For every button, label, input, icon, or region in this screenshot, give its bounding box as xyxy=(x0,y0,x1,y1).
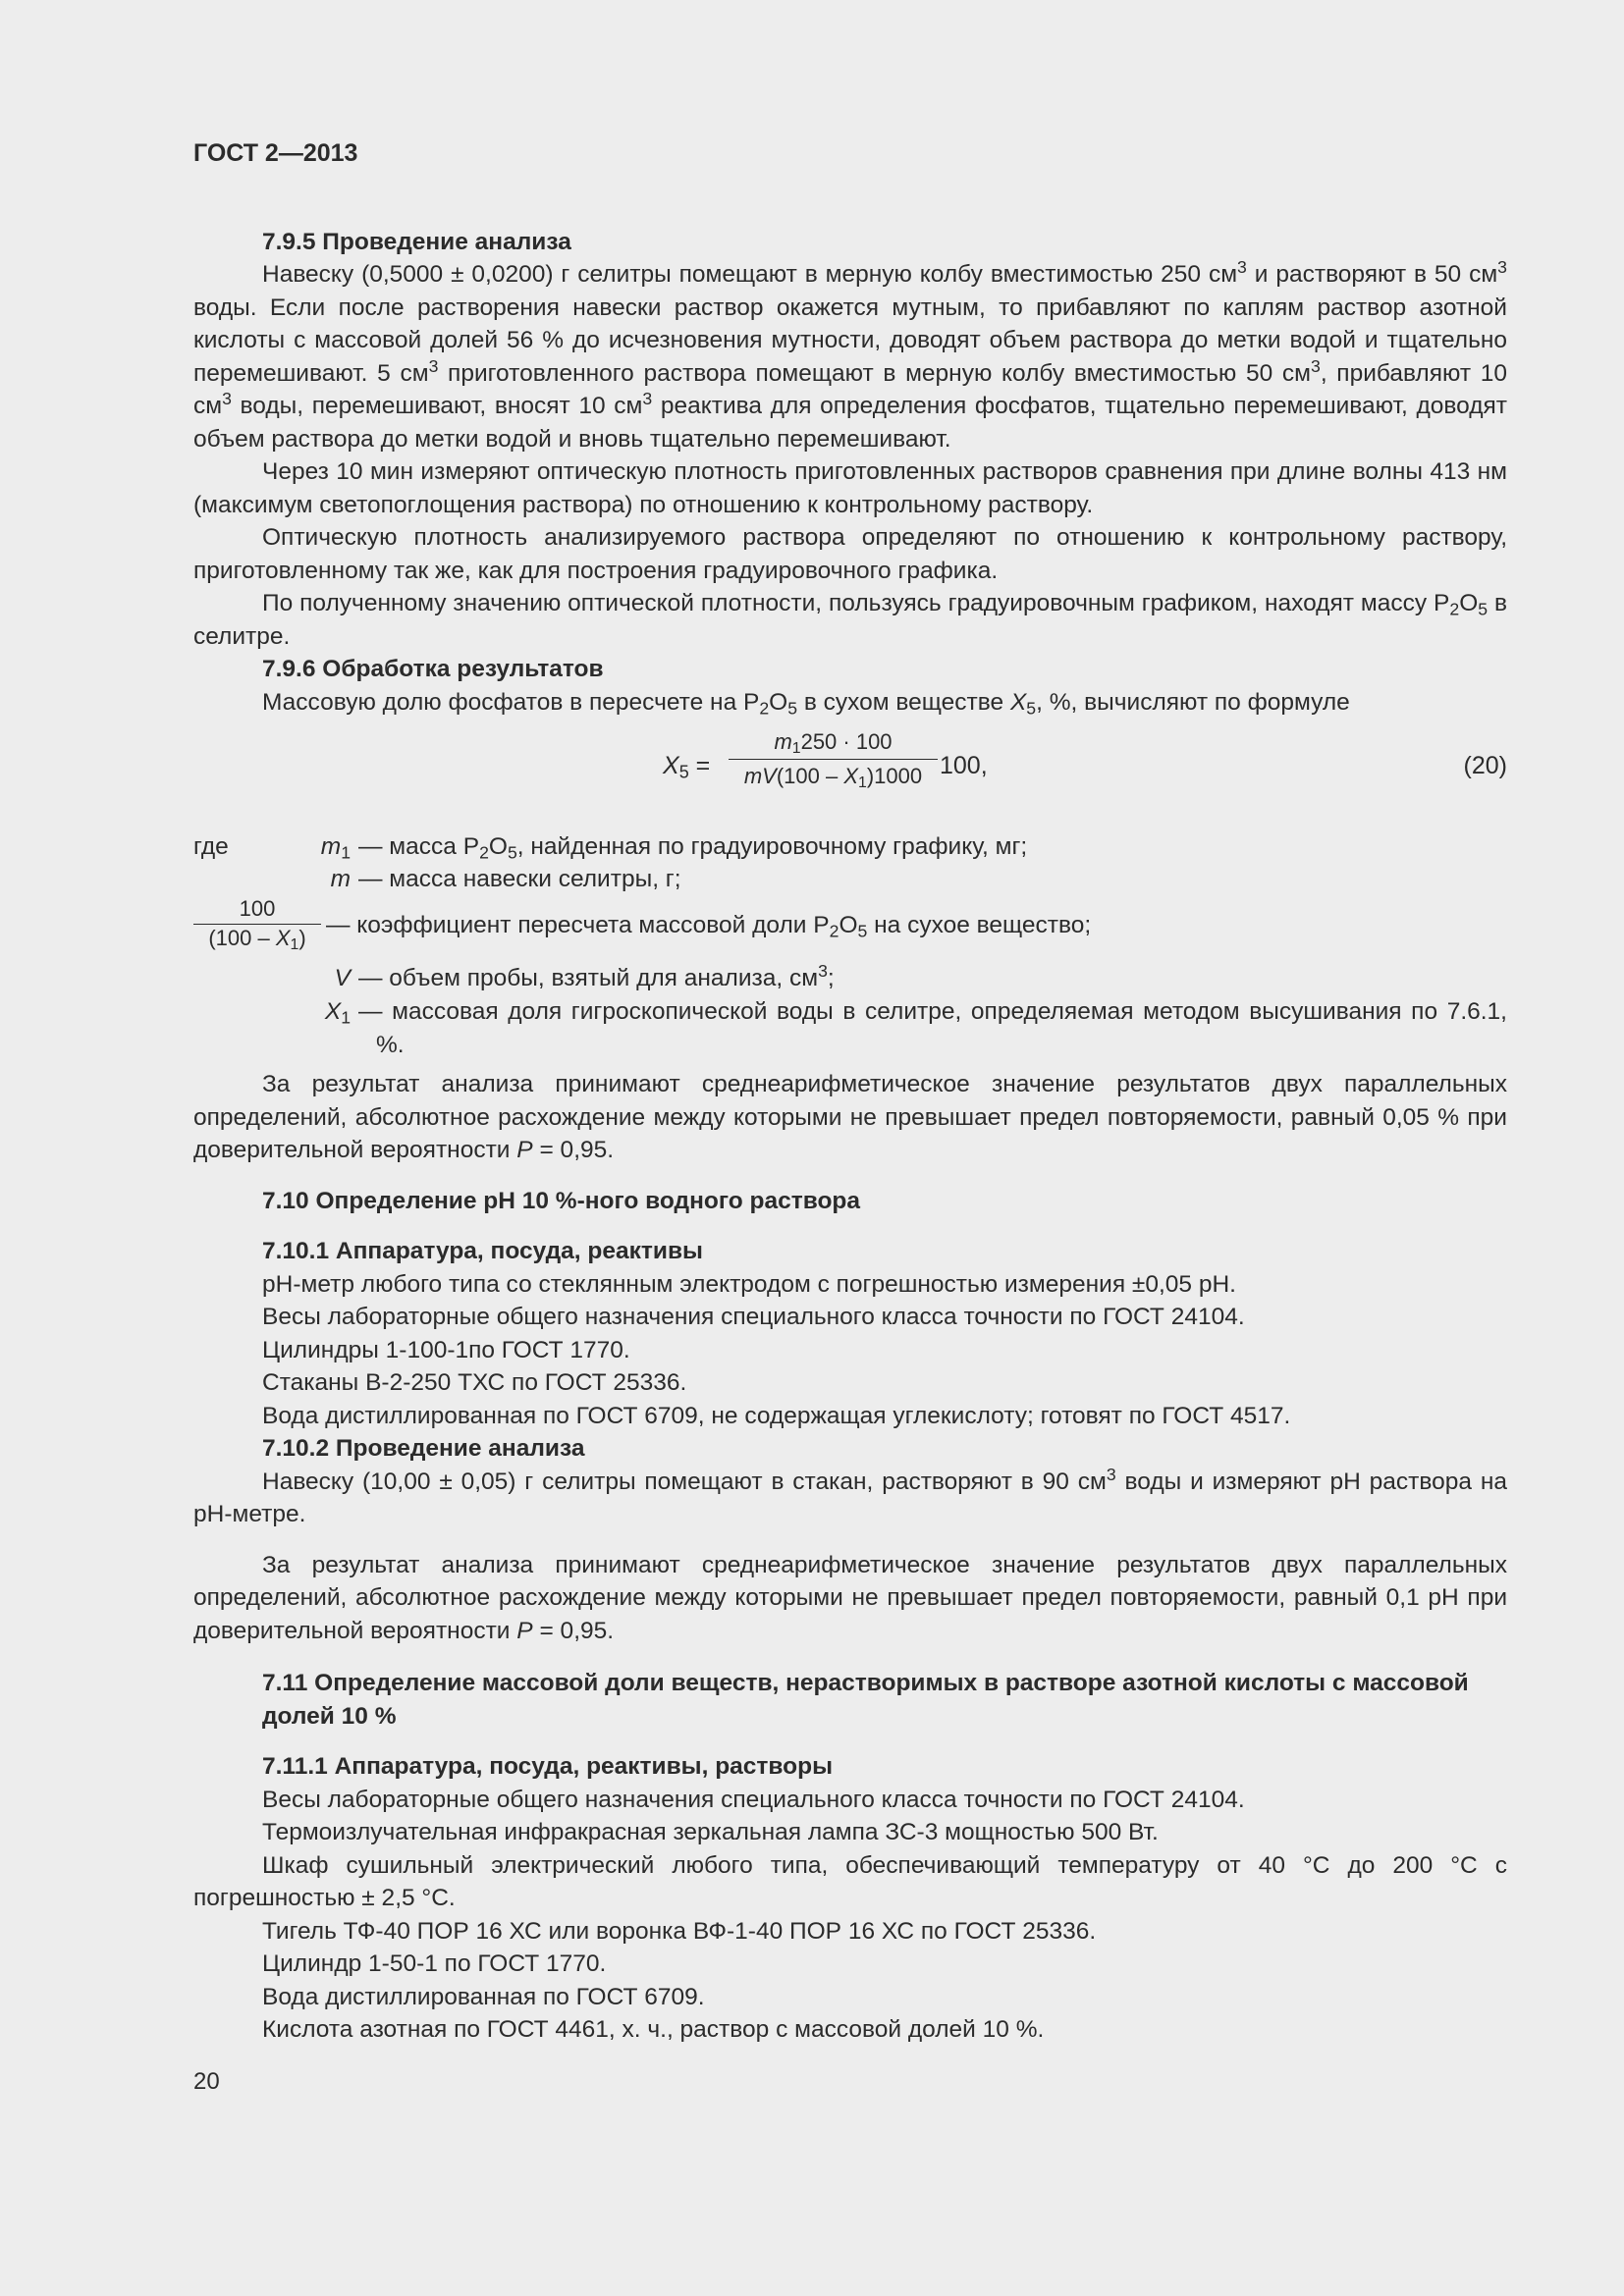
section-7-10-2-title: 7.10.2 Проведение анализа xyxy=(262,1435,585,1462)
s7102-paragraph-1: Навеску (10,00 ± 0,05) г селитры помещают в стакан, растворяют в 90 $см^3$ воды и измеряют pH раствора на рН-метре. xyxy=(193,1464,1507,1527)
formula-lhs: $X_5$ = xyxy=(663,752,711,782)
section-7-9-5-title: 7.9.5 Проведение анализа xyxy=(262,228,571,255)
formula-numerator: $m_1250 \cdot 100$ xyxy=(729,728,938,760)
s796-paragraph-2: За результат анализа принимают среднеарифметическое значение результатов двух параллельных определений, абсолютное расхождение между которыми не превышает предел повторяемости, равный 0,05 % при доверительной вероятности P = 0,95. xyxy=(193,1071,1507,1163)
symbol-v: V xyxy=(334,965,351,991)
document-page xyxy=(193,137,1507,2047)
s795-paragraph-2: Через 10 мин измеряют оптическую плотность приготовленных растворов сравнения при длине волны 413 нм (максимум светопоглощения раствора) по отношению к контрольному раствору. xyxy=(193,458,1507,518)
s7111-line: Весы лабораторные общего назначения специального класса точности по ГОСТ 24104. xyxy=(262,1786,1245,1813)
section-7-11-title: 7.11 Определение массовой доли веществ, нерастворимых в растворе азотной кислоты с массовой долей 10 % xyxy=(262,1670,1469,1730)
coefficient-denominator: $(100 - X_1)$ xyxy=(208,926,306,953)
symbol-m: m xyxy=(330,866,351,892)
s7101-line: Вода дистиллированная по ГОСТ 6709, не содержащая углекислоту; готовят по ГОСТ 4517. xyxy=(262,1402,1291,1429)
section-7-10-title: 7.10 Определение pH 10 %-ного водного раствора xyxy=(262,1187,861,1214)
section-7-11-1-title: 7.11.1 Аппаратура, посуда, реактивы, растворы xyxy=(262,1753,834,1780)
symbol-x1: $X_1$ xyxy=(324,998,351,1028)
s7111-line: Шкаф сушильный электрический любого типа, обеспечивающий температуру от 40 °С до 200 °С с погрешностью ± 2,5 °С. xyxy=(193,1851,1507,1911)
definition-text: — объем пробы, взятый для анализа, $см^3$; xyxy=(358,961,835,991)
formula-definitions xyxy=(193,830,1507,1068)
definition-text: — коэффициент пересчета массовой доли $P_2O_5$ на сухое вещество; xyxy=(326,912,1092,941)
formula-20 xyxy=(193,722,1507,813)
formula-denominator: $mV(100 - X_1)1000$ xyxy=(743,764,923,791)
s7102-paragraph-2: За результат анализа принимают среднеарифметическое значение результатов двух параллельных определений, абсолютное расхождение между которыми не превышает предел повторяемости, равный 0,1 pH при доверительной вероятности P = 0,95. xyxy=(193,1551,1507,1644)
s7111-line: Тигель ТФ-40 ПОР 16 ХС или воронка ВФ-1-40 ПОР 16 ХС по ГОСТ 25336. xyxy=(262,1917,1097,1945)
where-label: где xyxy=(193,833,229,860)
formula-fraction xyxy=(729,728,938,790)
coefficient-numerator: 100 xyxy=(193,895,321,925)
section-7-10-1-title: 7.10.1 Аппаратура, посуда, реактивы xyxy=(262,1238,703,1264)
s7101-line: Стаканы В-2-250 ТХС по ГОСТ 25336. xyxy=(262,1369,687,1396)
definition-text: — масса $P_2O_5$, найденная по градуировочному графику, мг; xyxy=(358,833,1028,863)
s795-paragraph-1: Навеску (0,5000 ± 0,0200) г селитры помещают в мерную колбу вместимостью 250 $см^3$ и растворяют в 50 $см^3$ воды. Если после растворения навески раствор окажется мутным, то прибавляют по каплям раствор азотной кислоты с массовой долей 56 % до исчезновения мутности, доводят объем раствора до метки водой и тщательно перемешивают. 5 $см^3$ приготовленного раствора помещают в мерную колбу вместимостью 50 $см^3$, прибавляют 10 $см^3$ воды, перемешивают, вносят 10 $см^3$ реактива для определения фосфатов, тщательно перемешивают, доводят объем раствора до метки водой и вновь тщательно перемешивают. xyxy=(193,257,1507,453)
s7111-line: Термоизлучательная инфракрасная зеркальная лампа ЗС-3 мощностью 500 Вт. xyxy=(262,1819,1159,1845)
definition-text: — масса навески селитры, г; xyxy=(358,866,681,892)
s7101-line: рН-метр любого типа со стеклянным электродом с погрешностью измерения ±0,05 рН. xyxy=(262,1270,1236,1298)
s7111-line: Вода дистиллированная по ГОСТ 6709. xyxy=(262,1983,705,2010)
s7101-line: Весы лабораторные общего назначения специального класса точности по ГОСТ 24104. xyxy=(262,1304,1245,1330)
s796-paragraph-1: Массовую долю фосфатов в пересчете на $P_2O_5$ в сухом веществе $X_5$, %, вычисляют по формуле xyxy=(262,688,1350,718)
formula-number: (20) xyxy=(1463,752,1507,779)
s795-paragraph-3: Оптическую плотность анализируемого раствора определяют по отношению к контрольному раствору, приготовленному так же, как для построения градуировочного графика. xyxy=(193,524,1507,584)
section-7-9-6-title: 7.9.6 Обработка результатов xyxy=(262,656,604,682)
formula-tail: 100, xyxy=(940,752,988,779)
s7111-line: Цилиндр 1-50-1 по ГОСТ 1770. xyxy=(262,1950,607,1977)
coefficient-fraction xyxy=(193,895,321,952)
definition-text: — массовая доля гигроскопической воды в селитре, определяемая методом высушивания по 7.6.1, %. xyxy=(358,998,1507,1058)
s795-paragraph-4: По полученному значению оптической плотности, пользуясь градуировочным графиком, находят массу $P_2O_5$ в селитре. xyxy=(193,590,1507,650)
s7111-line: Кислота азотная по ГОСТ 4461, х. ч., раствор с массовой долей 10 %. xyxy=(262,2016,1045,2043)
s7101-line: Цилиндры 1-100-1по ГОСТ 1770. xyxy=(262,1336,630,1363)
standard-header: ГОСТ 2—2013 xyxy=(193,139,358,167)
symbol-m1: $m_1$ xyxy=(320,833,351,863)
page-number: 20 xyxy=(193,2068,220,2095)
